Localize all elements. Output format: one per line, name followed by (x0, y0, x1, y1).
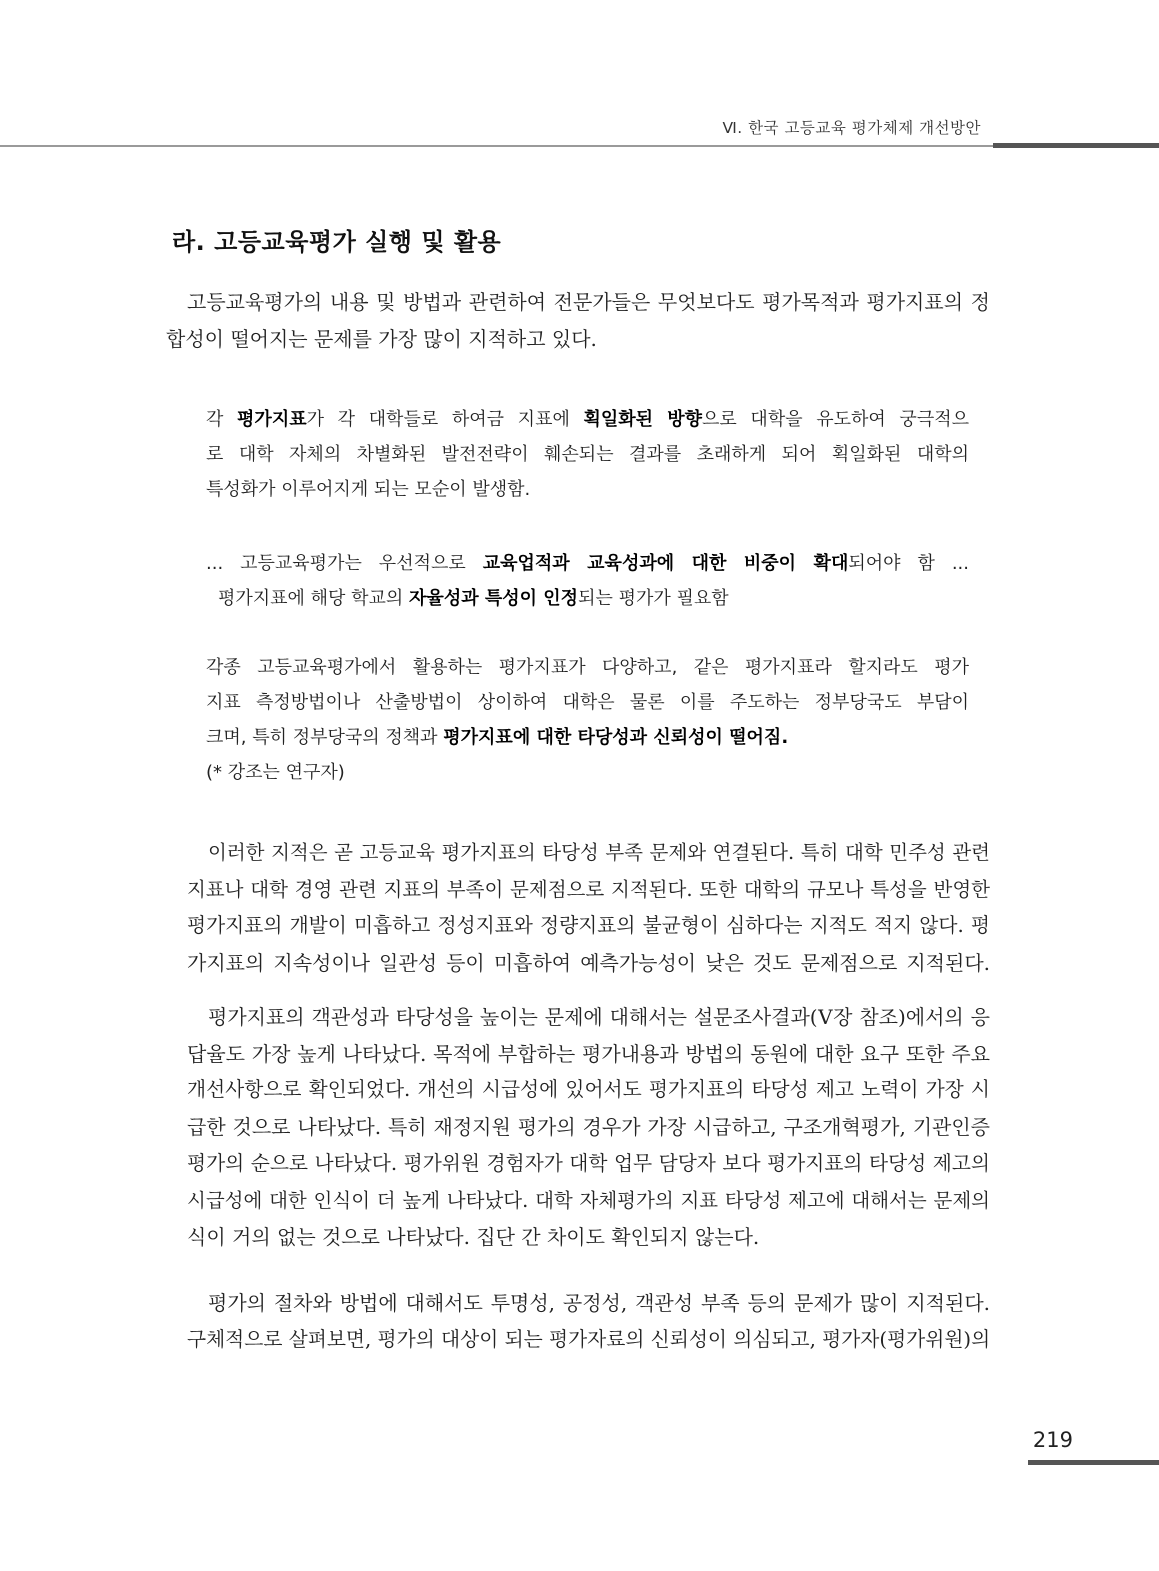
quote-line: 특성화가 이루어지게 되는 모순이 발생함. (206, 479, 531, 500)
paragraph-line: 평가지표의 객관성과 타당성을 높이는 문제에 대해서는 설문조사결과(Ⅴ장 참조)에서의 응 (208, 1005, 990, 1029)
quote-line: 크며, 특히 정부당국의 정책과 평가지표에 대한 타당성과 신뢰성이 떨어짐. (206, 727, 789, 748)
quote-line: 지표 측정방법이나 산출방법이 상이하여 대학은 물론 이를 주도하는 정부당국도 부담이 (206, 692, 969, 713)
expert-quote-2 (206, 546, 969, 616)
paragraph-line: 지표나 대학 경영 관련 지표의 부족이 문제점으로 지적된다. 또한 대학의 규모나 특성을 반영한 (187, 877, 990, 901)
paragraph-line: 식이 거의 없는 것으로 나타났다. 집단 간 차이도 확인되지 않는다. (187, 1225, 760, 1250)
body-paragraph-3 (166, 1285, 990, 1358)
emphasis: 평가지표에 대한 타당성과 신뢰성이 떨어짐. (443, 727, 789, 748)
paragraph-line: 답율도 가장 높게 나타났다. 목적에 부합하는 평가내용과 방법의 동원에 대한 요구 또한 주요 (187, 1041, 990, 1066)
header-rule (0, 145, 995, 147)
paragraph-line: 이러한 지적은 곧 고등교육 평가지표의 타당성 부족 문제와 연결된다. 특히 대학 민주성 관련 (208, 841, 990, 864)
paragraph-line: 평가의 순으로 나타났다. 평가위원 경험자가 대학 업무 담당자 보다 평가지표의 타당성 제고의 (187, 1151, 990, 1175)
paragraph-line: 시급성에 대한 인식이 더 높게 나타났다. 대학 자체평가의 지표 타당성 제고에 대해서는 문제의 (187, 1188, 990, 1212)
body-paragraph-1 (166, 835, 990, 982)
header-rule-accent (993, 143, 1159, 148)
emphasis: 교육업적과 교육성과에 대한 비중이 확대 (482, 553, 849, 574)
body-paragraph-2 (166, 999, 990, 1256)
quote-line: ... 고등교육평가는 우선적으로 교육업적과 교육성과에 대한 비중이 확대되어야 함 ... (206, 553, 969, 574)
paragraph-line: 고등교육평가의 내용 및 방법과 관련하여 전문가들은 무엇보다도 평가목적과 평가지표의 정 (187, 290, 990, 314)
footer-rule (1028, 1460, 1159, 1465)
paragraph-line: 평가지표의 개발이 미흡하고 정성지표와 정량지표의 불균형이 심하다는 지적도 적지 않다. 평 (187, 914, 990, 938)
emphasis: 자율성과 특성이 인정 (409, 588, 579, 609)
section-heading: 라. 고등교육평가 실행 및 활용 (172, 228, 502, 256)
paragraph-line: 합성이 떨어지는 문제를 가장 많이 지적하고 있다. (166, 326, 597, 351)
paragraph-line: 개선사항으로 확인되었다. 개선의 시급성에 있어서도 평가지표의 타당성 제고 노력이 가장 시 (187, 1078, 990, 1102)
expert-quote-1 (206, 402, 969, 507)
page-number: 219 (1032, 1428, 1073, 1452)
quote-line: 각 평가지표가 각 대학들로 하여금 지표에 획일화된 방향으로 대학을 유도하여 궁극적으 (206, 409, 969, 430)
running-header-title: Ⅵ. 한국 고등교육 평가체제 개선방안 (722, 119, 981, 137)
quote-line: 로 대학 자체의 차별화된 발전전략이 훼손되는 결과를 초래하게 되어 획일화된 대학의 (206, 444, 969, 465)
paragraph-line: 급한 것으로 나타났다. 특히 재정지원 평가의 경우가 가장 시급하고, 구조개혁평가, 기관인증 (187, 1115, 990, 1140)
emphasis: 획일화된 방향 (583, 409, 703, 430)
emphasis: 평가지표 (237, 409, 307, 430)
emphasis-note: (* 강조는 연구자) (206, 762, 345, 783)
paragraph-line: 평가의 절차와 방법에 대해서도 투명성, 공정성, 객관성 부족 등의 문제가 많이 지적된다. (208, 1291, 990, 1315)
quote-line: 평가지표에 해당 학교의 자율성과 특성이 인정되는 평가가 필요함 (218, 588, 729, 609)
quote-line: 각종 고등교육평가에서 활용하는 평가지표가 다양하고, 같은 평가지표라 할지라도 평가 (206, 657, 969, 678)
intro-paragraph (166, 284, 990, 357)
paragraph-line: 구체적으로 살펴보면, 평가의 대상이 되는 평가자료의 신뢰성이 의심되고, 평가자(평가위원)의 (187, 1327, 991, 1351)
expert-quote-3 (206, 650, 969, 790)
paragraph-line: 가지표의 지속성이나 일관성 등이 미흡하여 예측가능성이 낮은 것도 문제점으로 지적된다. (187, 951, 990, 976)
